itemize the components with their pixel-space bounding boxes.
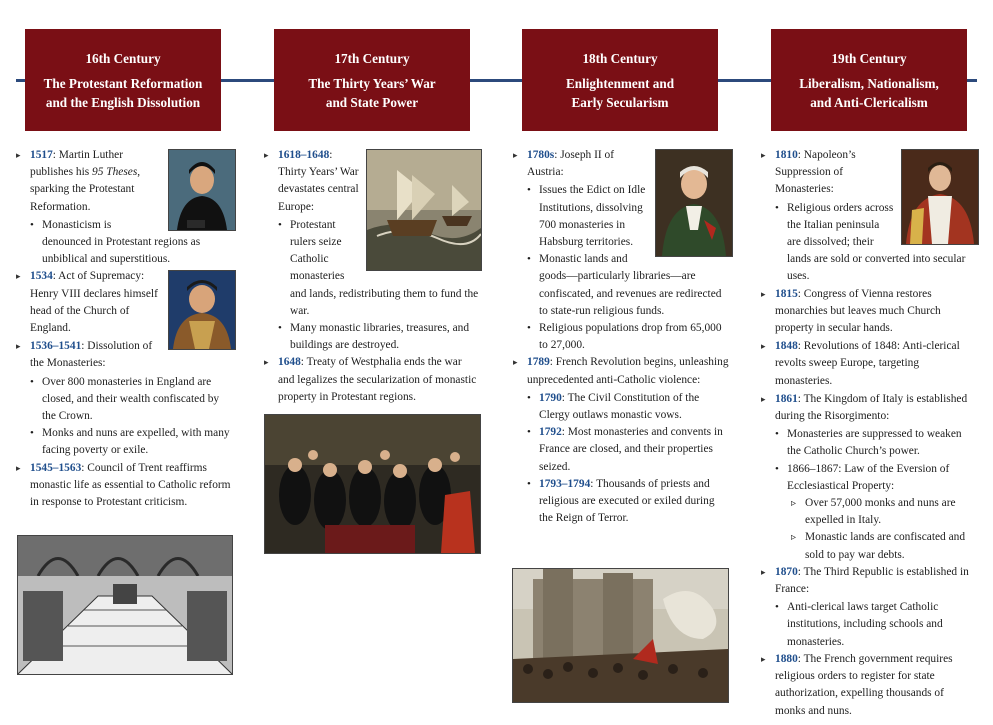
entry-text: : French Revolution begins, unleashing unprecedented anti-Catholic violence: xyxy=(527,356,729,386)
header-title-line: Early Secularism xyxy=(571,94,669,110)
century-label: 16th Century xyxy=(85,50,161,66)
entry-text: : Thousands of priests and religious are executed or exiled during the Reign of Terror. xyxy=(539,477,715,525)
header-title-line: and the English Dissolution xyxy=(45,94,201,110)
sub-list-item xyxy=(16,217,234,269)
sub-list-item xyxy=(513,320,731,354)
year-label: 1618–1648 xyxy=(278,149,330,161)
year-label: 1780s xyxy=(527,149,555,161)
entry-text: Issues the Edict on Idle Institutions, dissolving 700 monasteries in Habsburg territories. xyxy=(539,184,646,249)
sub-list-item xyxy=(761,461,977,495)
entry-text: : Dissolution of the Monasteries: xyxy=(30,340,153,370)
list-item xyxy=(761,338,977,390)
entry-text: Anti-clerical laws target Catholic institutions, including schools and monasteries. xyxy=(787,601,943,648)
entry-text: : Council of Trent reaffirms monastic life as essential to Catholic reform in response to Protestant criticism. xyxy=(30,461,231,509)
year-label: 1792 xyxy=(539,426,562,439)
header-16th-century xyxy=(25,29,221,131)
sub-list-item xyxy=(513,182,731,251)
header-title-line: and Anti-Clericalism xyxy=(810,94,928,110)
sub-list-item xyxy=(761,200,977,286)
entry-emphasis: 95 Theses xyxy=(92,166,138,179)
list-item xyxy=(761,286,977,338)
header-18th-century xyxy=(522,29,718,131)
year-label: 1815 xyxy=(775,287,798,300)
sub-list-item xyxy=(513,424,731,476)
entry-text: : Martin Luther publishes his xyxy=(30,149,124,179)
sub-list-item xyxy=(761,426,977,460)
sub-list-item xyxy=(16,374,234,426)
entry-text: Religious populations drop from 65,000 to 27,000. xyxy=(539,322,722,352)
sub-list-item xyxy=(513,251,731,320)
storming-of-bastille-image xyxy=(512,568,729,703)
entry-text: : Thirty Years’ War devastates central Europe: xyxy=(278,149,359,213)
entry-text: : Joseph II of Austria: xyxy=(527,149,615,179)
year-label: 1861 xyxy=(775,392,798,405)
list-item xyxy=(264,147,480,216)
header-17th-century xyxy=(274,29,470,131)
sub-sub-list-item xyxy=(761,495,977,529)
list-item xyxy=(16,338,234,372)
column-16th-century xyxy=(16,147,234,512)
entry-text: Over 800 monasteries in England are closed, and their wealth confiscated by the Crown. xyxy=(42,375,220,423)
list-item xyxy=(761,147,977,199)
header-19th-century xyxy=(771,29,967,131)
column-18th-century xyxy=(513,147,731,527)
entry-text: Over 57,000 monks and nuns are expelled in Italy. xyxy=(805,497,956,527)
year-label: 1789 xyxy=(527,356,550,369)
year-label: 1517 xyxy=(30,149,53,161)
century-label: 18th Century xyxy=(582,50,658,66)
entry-text: Monasteries are suppressed to weaken the Catholic Church’s power. xyxy=(787,428,962,458)
treaty-of-westphalia-image xyxy=(264,414,481,554)
sub-list-item xyxy=(513,476,731,528)
entry-text: Monastic lands are confiscated and sold to pay war debts. xyxy=(805,531,966,561)
sub-list-item xyxy=(264,217,480,320)
entry-text: : The Civil Constitution of the Clergy outlaws monastic vows. xyxy=(539,391,700,422)
header-title-line: Enlightenment and xyxy=(565,75,675,91)
entry-text: Protestant rulers seize Catholic monasteries and lands, redistributing them to fund the war. xyxy=(290,218,479,317)
list-item xyxy=(761,651,977,720)
century-label: 17th Century xyxy=(334,50,410,66)
column-17th-century xyxy=(264,147,480,407)
sub-list-item xyxy=(264,320,480,354)
entry-text: : The Kingdom of Italy is established during the Risorgimento: xyxy=(775,392,968,423)
list-item xyxy=(761,391,977,425)
entry-text: Religious orders across the Italian peninsula are dissolved; their lands are sold or converted into secular uses. xyxy=(787,201,966,283)
year-label: 1545–1563 xyxy=(30,461,82,474)
year-label: 1536–1541 xyxy=(30,340,82,353)
entry-text: : Congress of Vienna restores monarchies but leaves much Church property in secular hands. xyxy=(775,287,941,335)
entry-text: : The Third Republic is established in France: xyxy=(775,565,969,596)
entry-text: Monks and nuns are expelled, with many facing poverty or exile. xyxy=(42,427,230,457)
entry-text: : Most monasteries and convents in France are closed, and their properties seized. xyxy=(539,426,723,473)
list-item xyxy=(513,147,731,181)
entry-text: : Revolutions of 1848: Anti-clerical revolts sweep Europe, targeting monasteries. xyxy=(775,340,960,387)
entry-text: : Napoleon’s Suppression of Monasteries: xyxy=(775,149,856,196)
entry-text: : The French government requires religious orders to register for state authorization, expelling thousands of monks and nuns. xyxy=(775,652,953,717)
list-item xyxy=(761,564,977,598)
entry-text: : Act of Supremacy: Henry VIII declares himself head of the Church of England. xyxy=(30,270,158,335)
entry-text: , sparking the Protestant Reformation. xyxy=(30,166,141,213)
sub-list-item xyxy=(513,390,731,424)
sub-list-item xyxy=(16,425,234,459)
council-of-trent-image xyxy=(17,535,233,675)
year-label: 1810 xyxy=(775,149,798,161)
sub-sub-list-item xyxy=(761,529,977,563)
year-label: 1848 xyxy=(775,340,798,353)
year-label: 1880 xyxy=(775,652,798,665)
year-label: 1534 xyxy=(30,270,53,283)
list-item xyxy=(513,354,731,388)
century-label: 19th Century xyxy=(831,50,907,66)
header-title-line: The Thirty Years’ War xyxy=(308,75,436,91)
year-label: 1790 xyxy=(539,391,562,404)
entry-text: 1866–1867: Law of the Eversion of Ecclesiastical Property: xyxy=(787,462,950,492)
list-item xyxy=(16,268,234,337)
year-label: 1648 xyxy=(278,356,301,369)
year-label: 1793–1794 xyxy=(539,477,591,490)
entry-text: Monastic lands and goods—particularly libraries—are confiscated, and revenues are redirected to state-run religious funds. xyxy=(539,253,722,317)
list-item xyxy=(16,460,234,512)
list-item xyxy=(264,354,480,406)
list-item xyxy=(16,147,234,216)
column-19th-century xyxy=(761,147,977,721)
entry-text: Many monastic libraries, treasures, and buildings are destroyed. xyxy=(290,322,470,352)
entry-text: : Treaty of Westphalia ends the war and legalizes the secularization of monastic property in Protestant regions. xyxy=(278,356,477,403)
header-title-line: The Protestant Reformation xyxy=(43,75,203,91)
year-label: 1870 xyxy=(775,565,798,578)
header-title-line: Liberalism, Nationalism, xyxy=(799,75,939,91)
header-title-line: and State Power xyxy=(325,94,419,110)
entry-text: Monasticism is denounced in Protestant regions as unbiblical and superstitious. xyxy=(42,218,201,266)
sub-list-item xyxy=(761,599,977,651)
